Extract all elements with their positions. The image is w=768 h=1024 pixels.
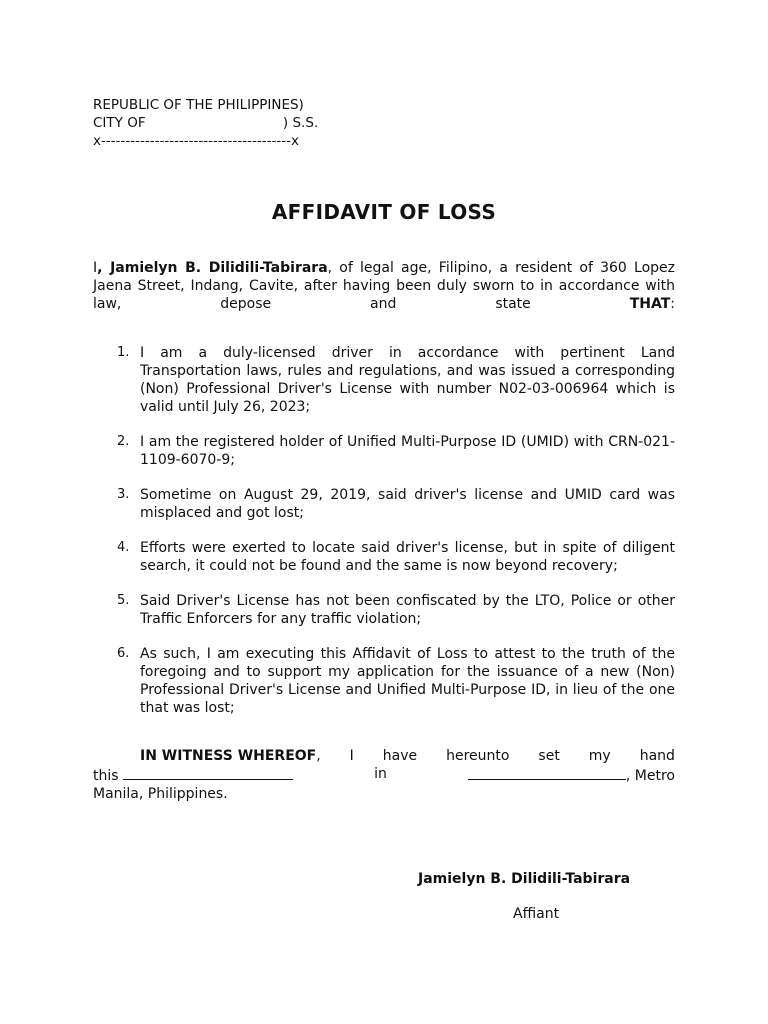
affiant-signature-name: Jamielyn B. Dilidili-Tabirara: [418, 871, 631, 887]
venue-divider: x---------------------------------------x: [93, 133, 299, 149]
venue-city: CITY OF ) S.S.: [93, 115, 319, 131]
affiant-role: Affiant: [513, 906, 560, 922]
witness-word: hand: [639, 748, 675, 764]
statement-item: [93, 486, 675, 522]
witness-metro: , Metro: [625, 768, 675, 784]
venue-republic: REPUBLIC OF THE PHILIPPINES): [93, 97, 304, 113]
date-blank-field[interactable]: [123, 765, 293, 780]
witness-word: hereunto: [446, 748, 510, 764]
witness-closing: Manila, Philippines.: [93, 786, 228, 802]
statement-item: [93, 592, 675, 628]
statement-text: As such, I am executing this Affidavit of Loss to attest to the truth of the foregoing and to support my application for the issuance of a new (Non) Professional Driver's License and Unified Multi-Purpose ID, in lieu of the one that was lost;: [140, 646, 675, 716]
statement-number: 3.: [117, 487, 130, 502]
statement-number: 2.: [117, 434, 130, 449]
witness-clause: [93, 747, 675, 803]
statement-number: 1.: [117, 345, 130, 360]
statement-text: Sometime on August 29, 2019, said driver's license and UMID card was misplaced and got lost;: [140, 487, 675, 521]
intro-body: , of legal age, Filipino, a resident of 360 Lopez Jaena Street, Indang, Cavite, after having been duly sworn to in accordance with law, depose and state: [93, 260, 676, 312]
witness-line-1: IN WITNESS WHEREOF, I have hereunto set my hand: [140, 748, 675, 764]
witness-in: in: [374, 766, 387, 782]
statement-text: Said Driver's License has not been confiscated by the LTO, Police or other Traffic Enforcers for any traffic violation;: [140, 593, 675, 627]
statement-item: [93, 344, 675, 416]
statement-text: Efforts were exerted to locate said driver's license, but in spite of diligent search, it could not be found and the same is now beyond recovery;: [140, 540, 675, 574]
statement-number: 4.: [117, 540, 130, 555]
witness-heading: IN WITNESS WHEREOF: [140, 748, 317, 764]
witness-word: have: [382, 748, 418, 764]
statement-number: 5.: [117, 593, 130, 608]
document-title: AFFIDAVIT OF LOSS: [271, 200, 497, 224]
statement-text: I am a duly-licensed driver in accordance with pertinent Land Transportation laws, rules and regulations, and was issued a corresponding (Non) Professional Driver's License with number N02-03-006964 which is valid until July 26, 2023;: [140, 345, 675, 415]
affiant-name-inline: , Jamielyn B. Dilidili-Tabirara: [97, 260, 328, 276]
witness-word: I: [349, 748, 354, 764]
intro-that: THAT: [629, 296, 671, 312]
witness-this: this: [93, 768, 119, 784]
witness-word: set: [538, 748, 560, 764]
statement-item: [93, 645, 675, 717]
intro-paragraph: [93, 259, 675, 313]
place-blank-field[interactable]: [468, 765, 626, 780]
statement-item: [93, 539, 675, 575]
witness-word: my: [588, 748, 611, 764]
intro-prefix: I: [93, 260, 98, 276]
statement-item: [93, 433, 675, 469]
statement-list: [93, 344, 675, 734]
statement-number: 6.: [117, 646, 130, 661]
venue-header: [93, 96, 413, 150]
intro-suffix: :: [670, 296, 675, 312]
statement-text: I am the registered holder of Unified Multi-Purpose ID (UMID) with CRN-021-1109-6070-9;: [140, 434, 675, 468]
witness-line-2: [93, 765, 675, 785]
